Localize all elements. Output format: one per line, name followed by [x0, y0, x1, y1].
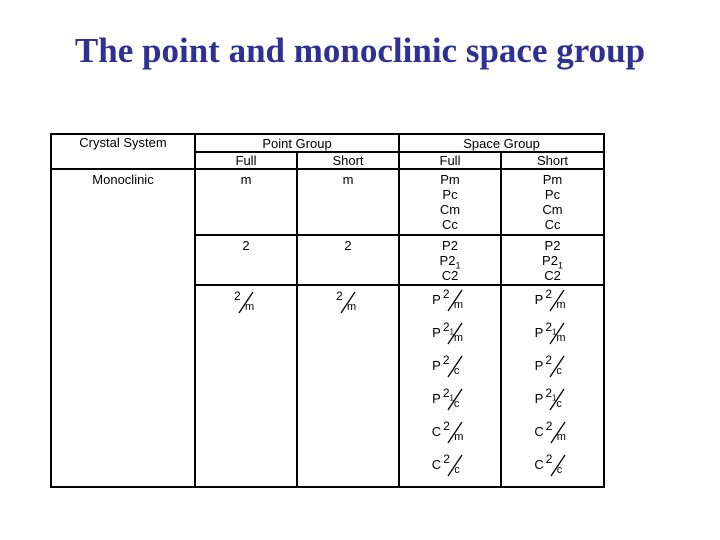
lattice-letter: C: [534, 457, 544, 472]
subscript: 1: [455, 260, 461, 271]
sg-short-2m-cell: [501, 285, 604, 487]
space-group-symbol: [432, 453, 468, 486]
space-group-symbol: [535, 387, 571, 420]
fraction-symbol: [544, 387, 570, 411]
fraction-denominator: m: [556, 332, 566, 344]
header-pg-full: Full: [195, 152, 297, 169]
space-group-symbol: Pc: [544, 187, 561, 202]
subscript: 1: [552, 393, 557, 403]
header-sg-full: Full: [399, 152, 501, 169]
fraction-denominator: m: [556, 299, 566, 311]
lattice-letter: P: [432, 292, 441, 307]
fraction-denominator: m: [453, 299, 463, 311]
space-group-symbol: Cc: [442, 217, 458, 232]
pg-short-2-cell: [297, 235, 399, 285]
fraction-denominator: c: [556, 398, 562, 410]
space-group-symbol: Pm: [440, 172, 460, 187]
space-group-symbol: P2: [544, 238, 561, 253]
sg-full-2m-cell: [399, 285, 501, 487]
lattice-letter: C: [431, 457, 442, 472]
lattice-letter: P: [534, 358, 544, 373]
header-space-group: Space Group: [399, 134, 604, 152]
space-group-symbol: $P2_1$: [439, 253, 461, 271]
sg-short-2-cell: [501, 235, 604, 285]
pg-short-2m-cell: [297, 285, 399, 487]
fraction-symbol: [545, 453, 571, 477]
fraction-symbol: [442, 387, 468, 411]
fraction-numerator: $2_1$: [442, 386, 454, 403]
pg-short-m: m: [342, 172, 354, 187]
lattice-letter: P: [534, 391, 544, 406]
fraction-numerator: 2: [545, 419, 553, 433]
fraction-denominator: c: [556, 365, 562, 377]
fraction-numerator: $2_1$: [545, 386, 557, 403]
fraction-denominator: m: [556, 431, 566, 443]
fraction-symbol: [442, 453, 468, 477]
fraction-numerator: 2: [545, 452, 553, 466]
lattice-letter: P: [432, 325, 441, 340]
space-group-table: [50, 133, 605, 488]
space-group-symbol: [432, 288, 468, 321]
space-group-symbol: Cm: [439, 202, 461, 217]
space-group-symbol: [534, 453, 570, 486]
space-group-symbol: C2: [441, 268, 459, 283]
lattice-letter: C: [534, 424, 544, 439]
header-sg-short: Short: [501, 152, 604, 169]
fraction-symbol: [442, 354, 468, 378]
slide-title: The point and monoclinic space group: [74, 31, 646, 70]
fraction-denominator: c: [453, 365, 460, 377]
pg-short-m-cell: [297, 169, 399, 235]
header-point-group: Point Group: [195, 134, 399, 152]
subscript: 1: [449, 393, 454, 403]
fraction-symbol: [335, 290, 361, 314]
fraction-numerator: 2: [443, 419, 450, 433]
sg-full-m-cell: [399, 169, 501, 235]
space-group-symbol: [432, 420, 468, 453]
fraction-symbol: [442, 420, 468, 444]
lattice-letter: P: [432, 358, 441, 373]
space-group-symbol: $P2_1$: [542, 253, 563, 271]
fraction-denominator: m: [454, 431, 464, 443]
subscript: 1: [557, 260, 563, 271]
fraction-numerator: 2: [545, 287, 553, 301]
subscript: 1: [449, 327, 454, 337]
fraction-denominator: m: [347, 301, 357, 313]
fraction-symbol: [545, 420, 571, 444]
space-group-symbol: Cm: [542, 202, 563, 217]
lattice-letter: P: [534, 292, 544, 307]
lattice-letter: P: [534, 325, 544, 340]
space-group-symbol: C2: [544, 268, 561, 283]
fraction-numerator: $2_1$: [442, 320, 454, 337]
pg-full-2-cell: [195, 235, 297, 285]
space-group-symbol: [432, 387, 468, 420]
fraction-numerator: $2_1$: [545, 320, 557, 337]
header-pg-short: Short: [297, 152, 399, 169]
fraction-denominator: c: [453, 398, 460, 410]
header-crystal-system: Crystal System: [51, 134, 195, 169]
fraction-symbol: [544, 321, 570, 345]
fraction-denominator: c: [556, 464, 563, 476]
fraction-numerator: 2: [443, 452, 450, 466]
space-group-symbol: [535, 288, 571, 321]
fraction-symbol: [442, 288, 468, 312]
pg-full-2m-cell: [195, 285, 297, 487]
space-group-symbol: P2: [442, 238, 458, 253]
crystal-system-cell: [51, 169, 195, 487]
space-group-symbol: [535, 354, 571, 387]
crystal-system-name: Monoclinic: [92, 172, 154, 187]
fraction-numerator: 2: [234, 289, 241, 303]
fraction-denominator: m: [245, 301, 255, 313]
fraction-symbol: [544, 354, 570, 378]
fraction-numerator: 2: [442, 287, 450, 301]
lattice-letter: P: [432, 391, 441, 406]
space-group-symbol: Cc: [544, 217, 561, 232]
fraction-numerator: 2: [336, 289, 343, 303]
fraction-symbol: [442, 321, 468, 345]
space-group-symbol: Pc: [442, 187, 458, 202]
space-group-symbol: Pm: [542, 172, 563, 187]
pg-full-2: 2: [242, 238, 250, 253]
sg-short-m-cell: [501, 169, 604, 235]
fraction-symbol: [544, 288, 570, 312]
space-group-symbol: [432, 321, 468, 354]
fraction-denominator: c: [454, 464, 460, 476]
fraction-numerator: 2: [545, 353, 553, 367]
pg-full-m-cell: [195, 169, 297, 235]
pg-full-m: m: [240, 172, 252, 187]
fraction-denominator: m: [453, 332, 463, 344]
fraction-numerator: 2: [442, 353, 450, 367]
lattice-letter: C: [431, 424, 442, 439]
subscript: 1: [552, 327, 557, 337]
pg-short-2: 2: [344, 238, 352, 253]
fraction-symbol: [233, 290, 259, 314]
space-group-symbol: [534, 420, 570, 453]
sg-full-2-cell: [399, 235, 501, 285]
space-group-symbol: [535, 321, 571, 354]
space-group-symbol: [432, 354, 468, 387]
